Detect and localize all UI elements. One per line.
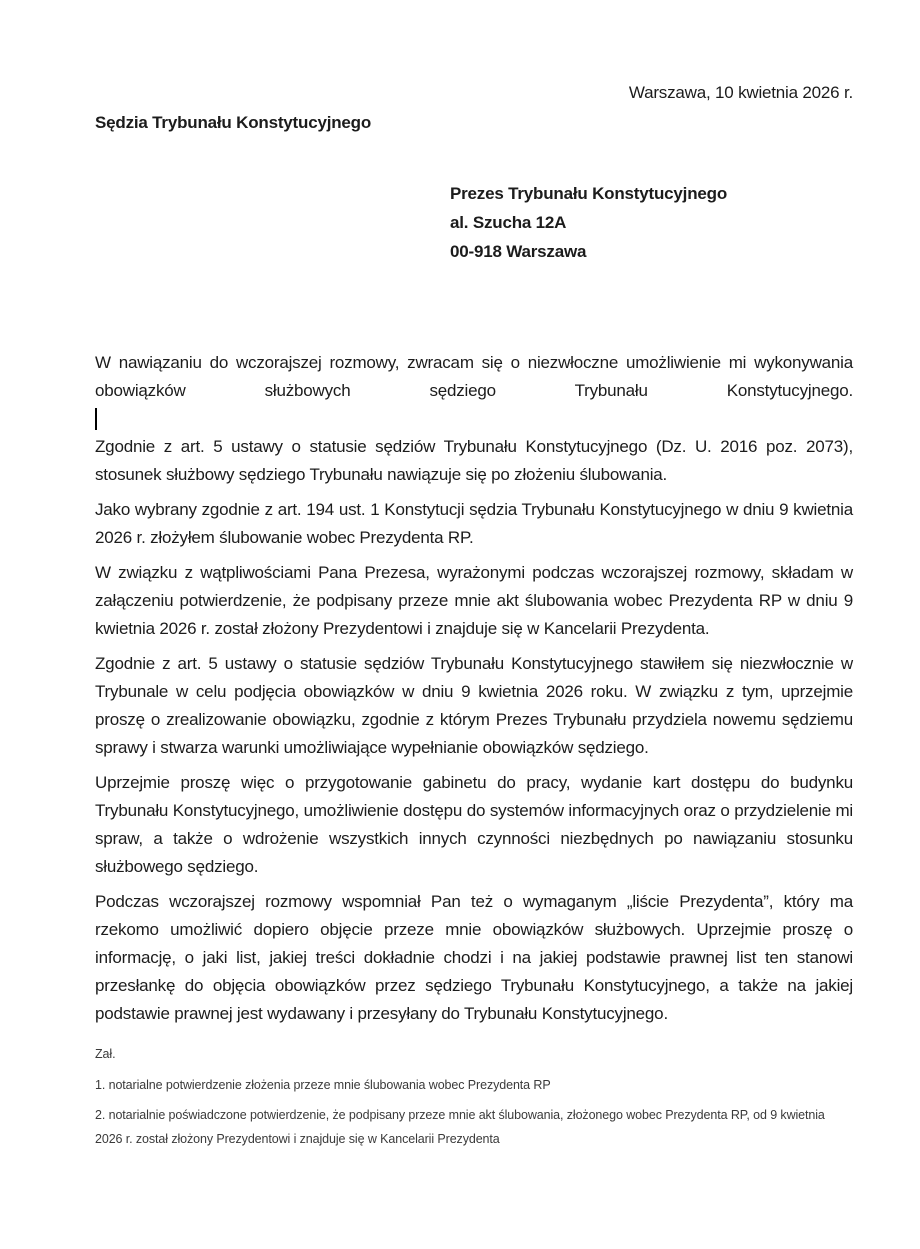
recipient-street: al. Szucha 12A [450,213,567,232]
paragraph-3: Jako wybrany zgodnie z art. 194 ust. 1 Konstytucji sędzia Trybunału Konstytucyjnego w dniu 9 kwietnia 2026 r. złożyłem ślubowanie wobec Prezydenta RP. [95,500,853,547]
paragraph-7: Podczas wczorajszej rozmowy wspomniał Pan też o wymaganym „liście Prezydenta”, który ma rzekomo umożliwić dopiero objęcie przeze mnie obowiązków służbowych. Uprzejmie proszę o informację, o jaki list, jakiej treści dokładnie chodzi i na jakiej podstawie prawnej list ten stanowi przesłankę do objęcia obowiązków przez sędziego Trybunału Konstytucyjnego, a także na jakiej podstawie prawnej jest wydawany i przesyłany do Trybunału Konstytucyjnego. [95,892,853,1023]
recipient-block [450,179,853,266]
text-cursor [95,408,97,430]
recipient-city: 00-918 Warszawa [450,242,587,261]
recipient-name: Prezes Trybunału Konstytucyjnego [450,184,727,203]
attachment-item-1: 1. notarialne potwierdzenie złożenia przeze mnie ślubowania wobec Prezydenta RP [95,1078,551,1092]
letter-body[interactable] [95,349,853,1028]
attachments-section [95,1042,853,1151]
paragraph-4: W związku z wątpliwościami Pana Prezesa, wyrażonymi podczas wczorajszej rozmowy, składam w załączeniu potwierdzenie, że podpisany przeze mnie akt ślubowania wobec Prezydenta RP w dniu 9 kwietnia 2026 r. został złożony Prezydentowi i znajduje się w Kancelarii Prezydenta. [95,563,853,638]
attachments-label: Zał. [95,1047,116,1061]
sender-title: Sędzia Trybunału Konstytucyjnego [95,113,372,132]
paragraph-2: Zgodnie z art. 5 ustawy o statusie sędziów Trybunału Konstytucyjnego (Dz. U. 2016 poz. 2073), stosunek służbowy sędziego Trybunału nawiązuje się po złożeniu ślubowania. [95,437,853,484]
cursor-line [95,405,853,433]
date-line: Warszawa, 10 kwietnia 2026 r. [628,83,853,102]
attachment-item-2: 2. notarialnie poświadczone potwierdzenie, że podpisany przeze mnie akt ślubowania, złożonego wobec Prezydenta RP, od 9 kwietnia 2026 r. został złożony Prezydentowi i znajduje się w Kancelarii Prezydenta [95,1108,825,1146]
paragraph-1: W nawiązaniu do wczorajszej rozmowy, zwracam się o niezwłoczne umożliwienie mi wykonywania obowiązków służbowych sędziego Trybunału Konstytucyjnego. [95,353,853,400]
paragraph-6: Uprzejmie proszę więc o przygotowanie gabinetu do pracy, wydanie kart dostępu do budynku Trybunału Konstytucyjnego, umożliwienie dostępu do systemów informacyjnych oraz o przydzielenie mi spraw, a także o wdrożenie wszystkich innych czynności niezbędnych po nawiązaniu stosunku służbowego sędziego. [95,773,853,876]
paragraph-5: Zgodnie z art. 5 ustawy o statusie sędziów Trybunału Konstytucyjnego stawiłem się niezwłocznie w Trybunale w celu podjęcia obowiązków w dniu 9 kwietnia 2026 roku. W związku z tym, uprzejmie proszę o zrealizowanie obowiązku, zgodnie z którym Prezes Trybunału przydziela nowemu sędziemu sprawy i stwarza warunki umożliwiające wypełnianie obowiązków sędziego. [95,654,853,757]
